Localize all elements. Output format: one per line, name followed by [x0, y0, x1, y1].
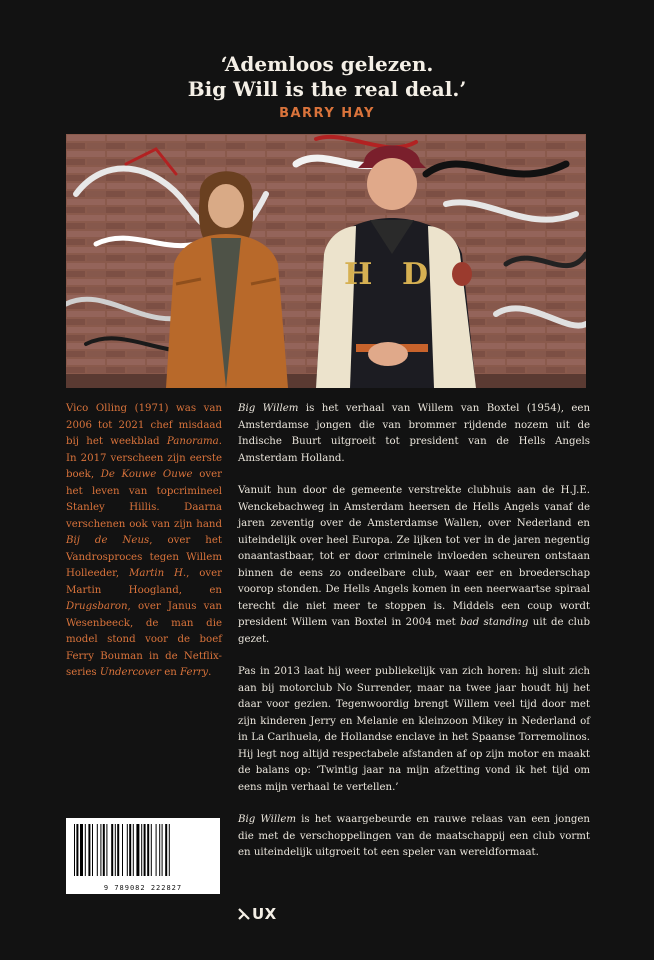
- book-title: Drugsbaron: [66, 601, 128, 612]
- barcode-bar: [80, 824, 83, 876]
- book-title: Bij de Neus: [66, 535, 150, 546]
- publisher-logo-icon: [238, 908, 250, 920]
- author-bio-text: , over Janus van Wesenbeeck, de man die model stond voor de boef Ferry Bouman in de Netflix-series: [66, 601, 222, 678]
- book-title: Martin H.: [128, 568, 187, 579]
- barcode-bar: [115, 824, 116, 876]
- series-title: Undercover: [99, 667, 161, 678]
- book-title: De Kouwe Ouwe: [100, 469, 193, 480]
- book-title: Big Willem: [238, 403, 299, 414]
- author-bio-text: , over Martin Hoogland, en: [66, 568, 222, 596]
- author-bio-text: .: [208, 667, 212, 678]
- barcode-bar: [133, 824, 134, 876]
- jacket-letter-left: H: [344, 257, 373, 292]
- author-bio-paragraph: [66, 401, 222, 682]
- isbn-number: 9 789082 222827: [103, 884, 183, 892]
- barcode-bar: [136, 824, 139, 876]
- magazine-title: Panorama: [166, 436, 219, 447]
- barcode-bars: [66, 818, 220, 882]
- barcode-bar: [106, 824, 107, 876]
- description-paragraph-3: [238, 664, 590, 796]
- description-text: Pas in 2013 laat hij weer publiekelijk van zich horen: hij sluit zich aan bij motorclub No Surrender, maar na twee jaar houdt hij het daar voor gezien. Tegenwoordig brengt Willem veel tijd door met zijn kinderen Jerry en Melanie en kleinzoon Mikey in Nederland of in La Carihuela, de Hollandse enclave in het Spaanse Torremolinos. Hij legt nog altijd respectabele afstanden af op zijn motor en maakt de balans op: ‘Twintig jaar na mijn afzetting vond ik het tijd om eens mijn verhaal te vertellen.’: [238, 666, 590, 793]
- barcode-bar: [122, 824, 123, 876]
- publisher-logo: [238, 904, 277, 924]
- barcode-bar: [141, 824, 142, 876]
- barcode-bar: [169, 824, 170, 876]
- barcode-bar: [92, 824, 93, 876]
- author-bio-text: Vico Olling (1971) was van 2006 tot 2021 chef misdaad bij het weekblad: [66, 403, 222, 447]
- barcode-bar: [111, 824, 113, 876]
- book-description: [238, 401, 590, 878]
- description-paragraph-1: [238, 401, 590, 467]
- barcode-bar: [117, 824, 119, 876]
- author-bio-text: en: [160, 667, 181, 678]
- blurb-quote-line-1: ‘Ademloos gelezen.: [220, 52, 434, 76]
- barcode-bar: [74, 824, 75, 876]
- publisher-name: UX: [252, 905, 277, 923]
- author-bio-text: . In 2017 verscheen zijn eerste boek,: [66, 436, 222, 480]
- author-bio-text: , over het Vandrosproces tegen Willem Holleeder,: [66, 535, 222, 579]
- isbn-barcode: [66, 818, 220, 894]
- barcode-bar: [100, 824, 101, 876]
- cover-photo-illustration: [66, 134, 586, 388]
- description-text: is het waargebeurde en rauwe relaas van een jongen die met de verschoppelingen van de maatschappij een club vormt en uiteindelijk uitgroeit tot een speler van wereldformaat.: [238, 814, 590, 858]
- barcode-bar: [144, 824, 146, 876]
- barcode-bar: [88, 824, 90, 876]
- barcode-bar: [165, 824, 167, 876]
- emphasis-text: bad standing: [460, 617, 529, 628]
- barcode-bar: [159, 824, 160, 876]
- description-paragraph-4: [238, 812, 590, 862]
- cover-photo: [66, 134, 586, 388]
- barcode-bar: [85, 824, 86, 876]
- barcode-bar: [97, 824, 98, 876]
- barcode-bar: [76, 824, 78, 876]
- series-title: Ferry: [180, 667, 209, 678]
- description-text: uit de club gezet.: [238, 617, 590, 645]
- barcode-bar: [129, 824, 131, 876]
- barcode-bar: [162, 824, 163, 876]
- author-bio: [66, 401, 222, 682]
- description-text: Vanuit hun door de gemeente verstrekte clubhuis aan de H.J.E. Wenckebachweg in Amsterdam heersen de Hells Angels vanaf de jaren zeventig over de Amsterdamse Wallen, over Nederland en uiteindelijk over heel Europa. Ze lijken tot ver in de jaren negentig onaantastbaar, tot er door criminele invloeden scheuren ontstaan binnen de eens zo ondeelbare club, waar eer en broederschap voorop stonden. De Hells Angels komen in een neerwaartse spiraal terecht die niet meer te stoppen is. Middels een coup wordt president Willem van Boxtel in 2004 met: [238, 485, 590, 628]
- barcode-bar: [147, 824, 149, 876]
- barcode-bar: [151, 824, 152, 876]
- author-bio-text: over het leven van topcrimineel Stanley Hillis. Daarna verschenen ook van zijn hand: [66, 469, 222, 530]
- description-paragraph-2: [238, 483, 590, 648]
- description-text: is het verhaal van Willem van Boxtel (1954), een Amsterdamse jongen die van brommer rijdende nozem uit de Indische Buurt uitgroeit tot president van de Hells Angels Amsterdam Holland.: [238, 403, 591, 464]
- barcode-bar: [103, 824, 105, 876]
- blurb-author: BARRY HAY: [279, 106, 375, 121]
- barcode-bar: [127, 824, 128, 876]
- blurb-quote-line-2: Big Will is the real deal.’: [187, 77, 467, 101]
- jacket-letter-right: D: [402, 257, 429, 292]
- barcode-bar: [156, 824, 157, 876]
- blurb-quote: [0, 52, 654, 102]
- book-title: Big Willem: [238, 814, 297, 825]
